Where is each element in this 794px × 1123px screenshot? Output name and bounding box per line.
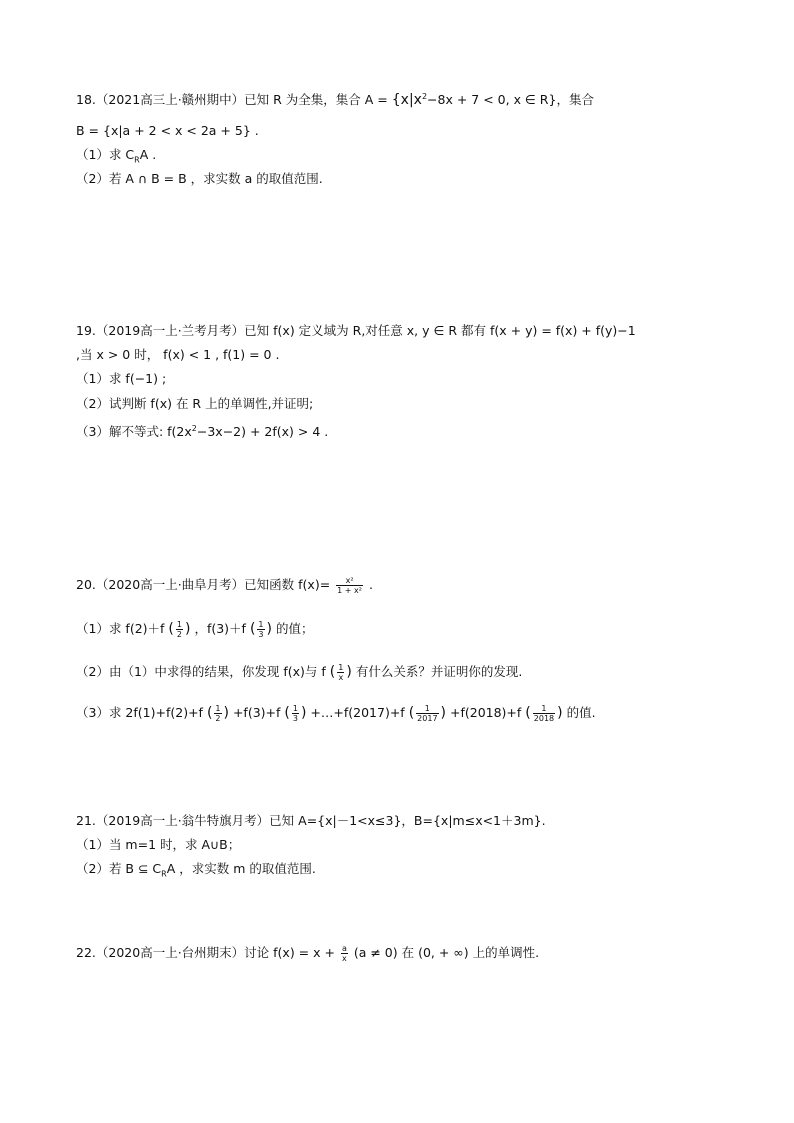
fraction-x2-over-1px2: $\frac{\text{x²}}{\text{1 + x²}}$: [337, 576, 362, 595]
q21-line3: （2）若 B ⊆ $C_RA$ ，求实数 m 的取值范围.: [76, 861, 316, 879]
q20-line4: （3）求 2f(1)+f(2)+f ( $\frac{1}{2}$ ) +f(3)+f ( $\frac{1}{3}$ ) +…+f(2017)+f ( $\frac{1}{2017}$ ) +f(2018)+f ( $\frac{1}{2018}$ ) 的值.: [76, 704, 596, 723]
fraction-one-half-b: $\frac{1}{2}$: [215, 704, 221, 723]
q18-line3: （1）求 $C_RA$ .: [76, 147, 157, 165]
q19-line1: 19.（2019高一上·兰考月考）已知 f(x) 定义域为 R,对任意 x, y ∈ R 都有 f(x + y) = f(x) + f(y)−1: [76, 323, 636, 338]
q19-line5: （3）解不等式: $f(2x^2-3x-2) + 2f(x) > 4$ .: [76, 424, 329, 440]
fraction-one-over-2017: $\frac{1}{2017}$: [417, 704, 438, 723]
q18-line2: B = {x|a + 2 < x < 2a + 5} .: [76, 123, 259, 138]
q19-line3: （1）求 f(−1) ;: [76, 371, 167, 386]
fraction-one-half: $\frac{1}{2}$: [176, 620, 182, 639]
fraction-one-over-x: $\frac{1}{x}$: [338, 663, 344, 682]
fraction-a-over-x: $\frac{a}{x}$: [341, 944, 347, 963]
q21-line2: （1）当 m=1 时，求 A∪B；: [76, 837, 241, 852]
q20-line3: （2）由（1）中求得的结果，你发现 f(x)与 f ( $\frac{1}{x}$ ) 有什么关系？并证明你的发现.: [76, 663, 523, 682]
fraction-one-over-2018: $\frac{1}{2018}$: [533, 704, 555, 723]
q21-line1: 21.（2019高一上·翁牛特旗月考）已知 A={x|－1<x≤3}，B={x|m≤x<1＋3m}.: [76, 813, 546, 828]
q18-line1: 18.（2021高三上·赣州期中）已知 R 为全集，集合 $A = \{x|x^2-8x + 7 < 0$, x ∈ R}，集合: [76, 92, 594, 109]
q19-line2: ,当 x > 0 时， f(x) < 1 , f(1) = 0 .: [76, 347, 280, 362]
q20-line2: （1）求 f(2)＋f ( $\frac{1}{2}$ ) ，f(3)＋f ( $\frac{1}{3}$ ) 的值；: [76, 620, 314, 639]
q18-line4: （2）若 A ∩ B = B ，求实数 a 的取值范围.: [76, 171, 323, 186]
q20-line1: 20.（2020高一上·曲阜月考）已知函数 f(x)= $\frac{\text{x²}}{\text{1 + x²}}$ .: [76, 576, 373, 595]
fraction-one-third-b: $\frac{1}{3}$: [292, 704, 298, 723]
q22-line1: 22.（2020高一上·台州期末）讨论 f(x) = x + $\frac{a}{x}$ (a ≠ 0) 在 (0, + ∞) 上的单调性.: [76, 944, 540, 963]
q19-line4: （2）试判断 f(x) 在 R 上的单调性,并证明;: [76, 396, 314, 411]
fraction-one-third: $\frac{1}{3}$: [258, 620, 264, 639]
